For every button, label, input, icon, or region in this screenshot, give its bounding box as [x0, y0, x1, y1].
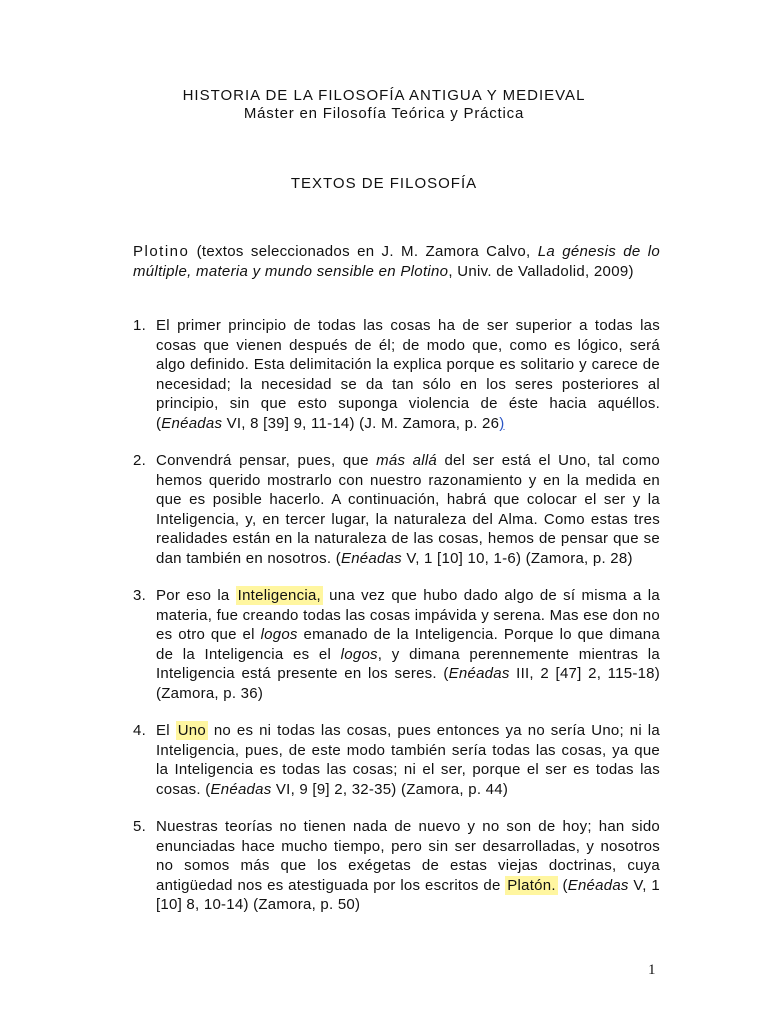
list-item-2 [133, 451, 660, 568]
program-subtitle: Máster en Filosofía Teórica y Práctica [243, 105, 525, 122]
page-number: 1 [648, 962, 656, 978]
intro-book-title: La génesis de lo múltiple, materia y mundo sensible en Plotino [133, 243, 660, 280]
item-text: , y dimana perennemente mientras la Inteligencia está presente en los seres. ( [156, 645, 660, 682]
item-text: III, 2 [47] 2, 115-18) (Zamora, p. 36) [156, 665, 661, 702]
item-text: V, 1 [10] 8, 10-14) (Zamora, p. 50) [156, 876, 660, 913]
item-text: Nuestras teorías no tienen nada de nuevo y no son de hoy; han sido enunciadas hace mucho tiempo, pero sin ser desarrolladas, y nosotros no somos más que los exégetas de estas viejas doctrinas, cuya antigüedad nos es atestiguada por los escritos de [156, 818, 660, 894]
item-text: una vez que hubo dado algo de sí misma a la materia, fue creando todas las cosas impávida y serena. Mas ese don no es otro que el [156, 587, 660, 643]
item-number: 4. [133, 722, 147, 739]
item-text: V, 1 [10] 10, 1-6) (Zamora, p. 28) [401, 549, 633, 567]
highlight-platon: Platón. [507, 876, 556, 894]
comment-mark[interactable]: ) [499, 414, 505, 432]
item-number: 2. [133, 452, 147, 469]
item-text: del ser está el Uno, tal como hemos querido mostrarlo con nuestro razonamiento y en la medida en que es posible hacerlo. A continuación, habrá que colocar el ser y la Inteligencia, y, en tercer lugar, la naturaleza del Alma. Como estas tres realidades están en la naturaleza de las cosas, hemos de pensar que se dan también en nosotros. ( [156, 452, 660, 567]
intro-pre: (textos seleccionados en J. M. Zamora Calvo, [189, 243, 538, 260]
intro-paragraph [133, 242, 660, 281]
course-title: HISTORIA DE LA FILOSOFÍA ANTIGUA Y MEDIEVAL [182, 87, 586, 104]
highlight-inteligencia: Inteligencia, [237, 587, 321, 604]
intro-author: Plotino [133, 243, 190, 260]
item-text: El primer principio de todas las cosas ha de ser superior a todas las cosas que vienen después de él; de modo que, como es lógico, será algo definido. Esta delimitación la explica porque es solitario y carece de necesidad; la necesidad se da tan sólo en los seres posteriores al principio, sin que esto suponga violencia de éste hacia aquéllos. ( [156, 317, 660, 432]
section-title: TEXTOS DE FILOSOFÍA [290, 175, 478, 192]
list-item-4 [133, 721, 660, 799]
item-text: Convendrá pensar, pues, que [156, 452, 377, 469]
item-text: El [156, 722, 176, 739]
item-text: VI, 8 [39] 9, 11-14) (J. M. Zamora, p. 26 [222, 414, 500, 432]
list-item-3 [133, 586, 660, 703]
item-text: Por eso la [156, 587, 236, 604]
item-number: 3. [133, 587, 147, 604]
item-italic: Enéadas [161, 414, 223, 432]
item-italic: más allá [376, 452, 437, 469]
item-italic: logos [340, 645, 378, 663]
list-item-5 [133, 817, 660, 915]
quotation-list [133, 316, 660, 933]
item-italic: logos [260, 626, 298, 643]
item-number: 1. [133, 317, 147, 334]
item-text: no es ni todas las cosas, pues entonces ya no sería Uno; ni la Inteligencia, pues, de este modo también sería todas las cosas, ya que la Inteligencia es todas las cosas; ni el ser, porque el ser es todas las cosas. ( [156, 722, 660, 798]
item-text: VI, 9 [9] 2, 32-35) (Zamora, p. 44) [271, 780, 509, 798]
highlight-uno: Uno [177, 722, 206, 739]
item-italic: Enéadas [567, 876, 629, 894]
item-text: emanado de la Inteligencia. Porque lo que dimana de la Inteligencia es el [156, 626, 660, 663]
item-italic: Enéadas [340, 549, 402, 567]
item-italic: Enéadas [448, 665, 510, 682]
list-item-1 [133, 316, 660, 433]
item-text: ( [557, 876, 568, 894]
item-number: 5. [133, 818, 147, 835]
intro-post: , Univ. de Valladolid, 2009) [448, 262, 634, 280]
item-italic: Enéadas [210, 780, 272, 798]
